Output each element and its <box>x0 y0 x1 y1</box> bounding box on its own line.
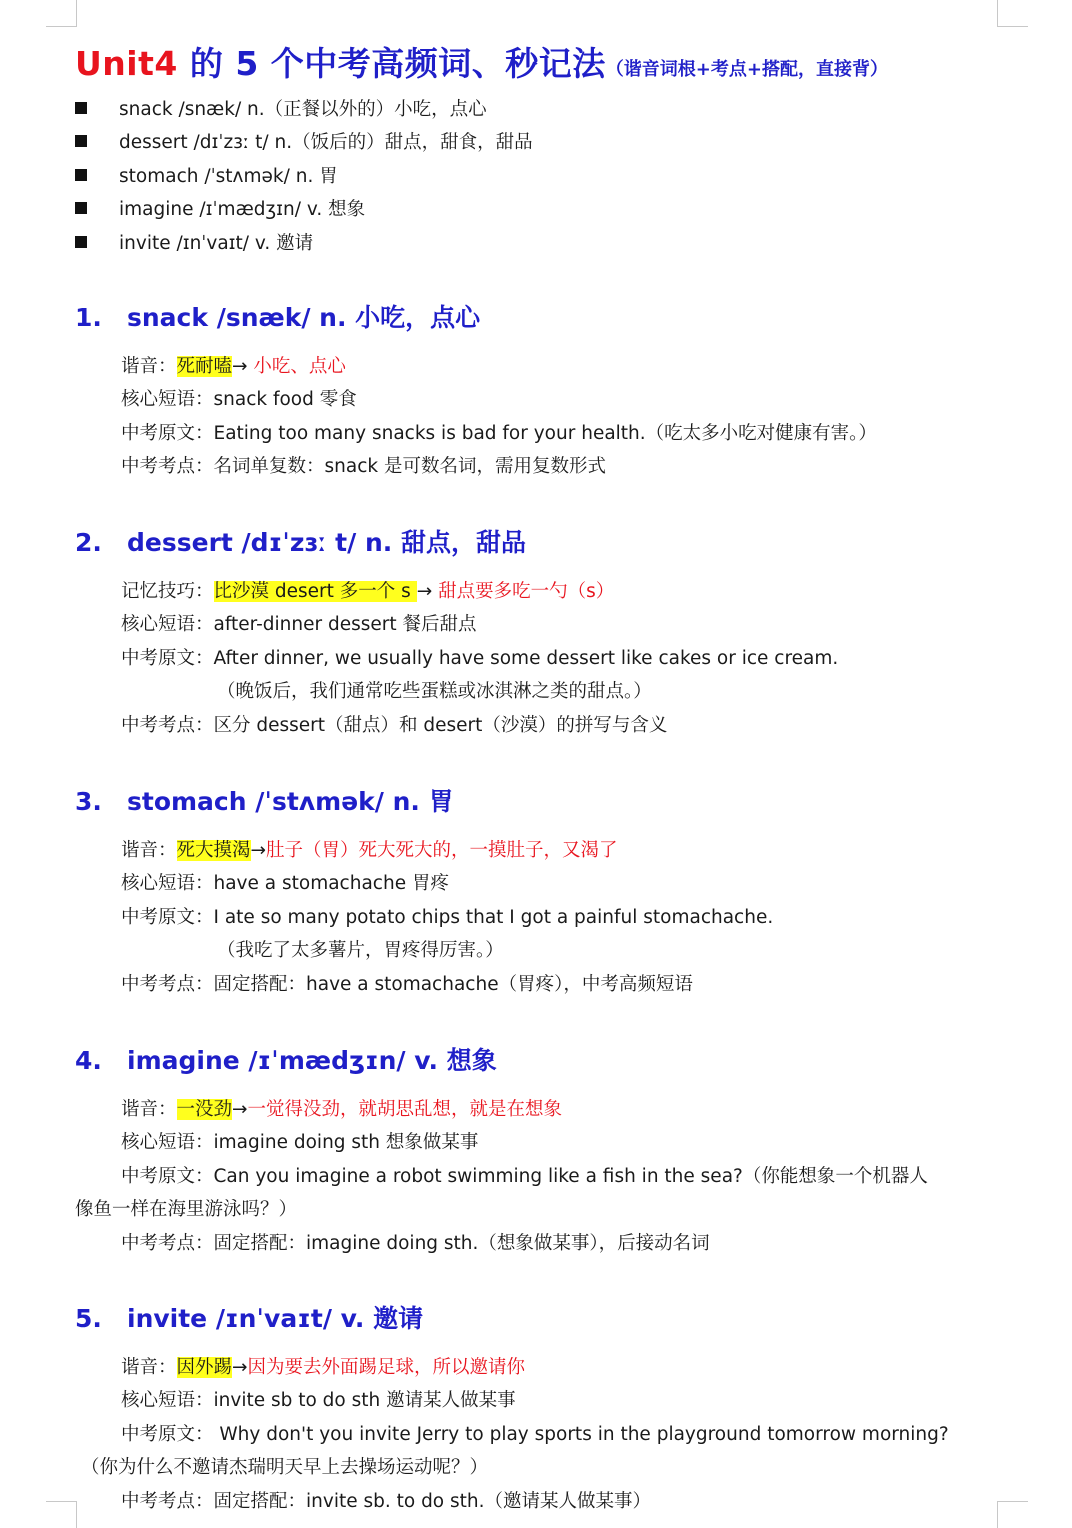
mnemonic-highlight: 比沙漠 desert 多一个 s <box>213 581 417 602</box>
entry-heading-text: snack /snæk/ n. 小吃，点心 <box>127 303 481 332</box>
entry-number: 1. <box>75 303 102 332</box>
arrow-icon: → <box>232 1099 248 1120</box>
mnemonic-line <box>75 1351 985 1384</box>
arrow-icon: → <box>232 1357 248 1378</box>
mnemonic-result: 一觉得没劲，就胡思乱想，就是在想象 <box>247 1099 563 1120</box>
entry-heading <box>75 782 985 822</box>
exam-point: 中考考点：固定搭配：invite sb. to do sth.（邀请某人做某事） <box>121 1490 652 1512</box>
mnemonic-label: 记忆技巧： <box>121 581 214 602</box>
word-entry-invite <box>75 1299 985 1518</box>
arrow-icon: → <box>416 581 433 602</box>
title-subtitle: （谐音词根+考点+搭配，直接背） <box>605 59 888 80</box>
entry-heading-text: stomach /ˈstʌmək/ n. 胃 <box>127 787 454 816</box>
page-title <box>75 38 888 85</box>
bullet-square-icon <box>75 169 87 181</box>
core-phrase: 核心短语：imagine doing sth 想象做某事 <box>121 1132 479 1154</box>
entry-number: 2. <box>75 528 102 557</box>
mnemonic-line <box>75 350 985 383</box>
list-item <box>75 93 533 126</box>
example-sentence: 中考原文： Why don't you invite Jerry to play sports in the playground tomorrow morning? <box>121 1423 949 1445</box>
exam-point: 中考考点：区分 dessert（甜点）和 desert（沙漠）的拼写与含义 <box>121 714 668 736</box>
entry-number: 3. <box>75 787 102 816</box>
exam-point: 中考考点：名词单复数：snack 是可数名词，需用复数形式 <box>121 456 606 478</box>
mnemonic-line <box>75 575 985 608</box>
entry-number: 4. <box>75 1046 102 1075</box>
exam-point: 中考考点：固定搭配：have a stomachache（胃疼），中考高频短语 <box>121 973 693 995</box>
list-item <box>75 126 533 159</box>
mnemonic-result: 肚子（胃）死大死大的，一摸肚子，又渴了 <box>266 840 618 861</box>
crop-mark-bottom-right <box>997 1501 1028 1528</box>
entry-heading <box>75 523 985 563</box>
mnemonic-highlight: 因外踢 <box>176 1357 233 1378</box>
entry-heading <box>75 298 985 338</box>
title-main: 的 5 个中考高频词、秒记法 <box>177 44 606 83</box>
word-entry-dessert <box>75 523 985 742</box>
mnemonic-highlight: 死大摸渴 <box>176 840 251 861</box>
arrow-icon: → <box>250 840 267 861</box>
entry-heading-text: imagine /ɪˈmædʒɪn/ v. 想象 <box>127 1046 497 1075</box>
entry-number: 5. <box>75 1304 102 1333</box>
core-phrase: 核心短语：invite sb to do sth 邀请某人做某事 <box>121 1390 516 1412</box>
mnemonic-label: 谐音： <box>121 840 177 861</box>
mnemonic-result: 甜点要多吃一勺（s） <box>432 581 615 602</box>
example-continuation: （你为什么不邀请杰瑞明天早上去操场运动呢？） <box>81 1457 489 1479</box>
summary-list <box>75 93 533 260</box>
core-phrase: 核心短语：after-dinner dessert 餐后甜点 <box>121 614 477 636</box>
bullet-square-icon <box>75 202 87 214</box>
example-translation: （我吃了太多薯片，胃疼得厉害。） <box>217 940 504 962</box>
mnemonic-highlight: 一没劲 <box>176 1099 233 1120</box>
core-phrase: 核心短语：have a stomachache 胃疼 <box>121 873 449 895</box>
example-sentence: 中考原文：Eating too many snacks is bad for your health.（吃太多小吃对健康有害。） <box>121 422 877 444</box>
mnemonic-label: 谐音： <box>121 1357 177 1378</box>
word-entry-snack <box>75 298 985 484</box>
mnemonic-result: 小吃、点心 <box>247 356 346 377</box>
list-item-text: stomach /ˈstʌmək/ n. 胃 <box>119 165 338 187</box>
example-sentence: 中考原文：Can you imagine a robot swimming like a fish in the sea?（你能想象一个机器人 <box>121 1165 928 1187</box>
entry-heading <box>75 1299 985 1339</box>
word-entry-stomach <box>75 782 985 1001</box>
entry-heading-text: invite /ɪnˈvaɪt/ v. 邀请 <box>127 1304 424 1333</box>
list-item-text: snack /snæk/ n.（正餐以外的）小吃，点心 <box>119 99 487 120</box>
core-phrase: 核心短语：snack food 零食 <box>121 389 357 411</box>
mnemonic-label: 谐音： <box>121 356 177 377</box>
mnemonic-line <box>75 1093 985 1126</box>
exam-point: 中考考点：固定搭配：imagine doing sth.（想象做某事），后接动名词 <box>121 1232 710 1254</box>
list-item <box>75 160 533 193</box>
list-item-text: invite /ɪnˈvaɪt/ v. 邀请 <box>119 232 314 254</box>
list-item <box>75 227 533 260</box>
bullet-square-icon <box>75 135 87 147</box>
example-continuation: 像鱼一样在海里游泳吗？） <box>75 1199 298 1221</box>
mnemonic-result: 因为要去外面踢足球，所以邀请你 <box>247 1357 526 1378</box>
example-translation: （晚饭后，我们通常吃些蛋糕或冰淇淋之类的甜点。） <box>217 681 652 703</box>
bullet-square-icon <box>75 102 87 114</box>
entry-heading-text: dessert /dɪˈzɜː t/ n. 甜点，甜品 <box>127 528 526 557</box>
arrow-icon: → <box>232 356 248 377</box>
mnemonic-label: 谐音： <box>121 1099 177 1120</box>
crop-mark-bottom-left <box>46 1501 77 1528</box>
entry-heading <box>75 1041 985 1081</box>
crop-mark-top-left <box>46 0 77 27</box>
mnemonic-line <box>75 834 985 867</box>
list-item <box>75 193 533 226</box>
example-sentence: 中考原文：After dinner, we usually have some dessert like cakes or ice cream. <box>121 647 839 669</box>
crop-mark-top-right <box>997 0 1028 27</box>
title-unit: Unit4 <box>75 44 178 83</box>
word-entry-imagine <box>75 1041 985 1260</box>
bullet-square-icon <box>75 236 87 248</box>
list-item-text: imagine /ɪˈmædʒɪn/ v. 想象 <box>119 199 366 221</box>
mnemonic-highlight: 死耐嗑 <box>176 356 233 377</box>
list-item-text: dessert /dɪˈzɜː t/ n.（饭后的）甜点，甜食，甜品 <box>119 132 533 154</box>
example-sentence: 中考原文：I ate so many potato chips that I got a painful stomachache. <box>121 906 774 928</box>
